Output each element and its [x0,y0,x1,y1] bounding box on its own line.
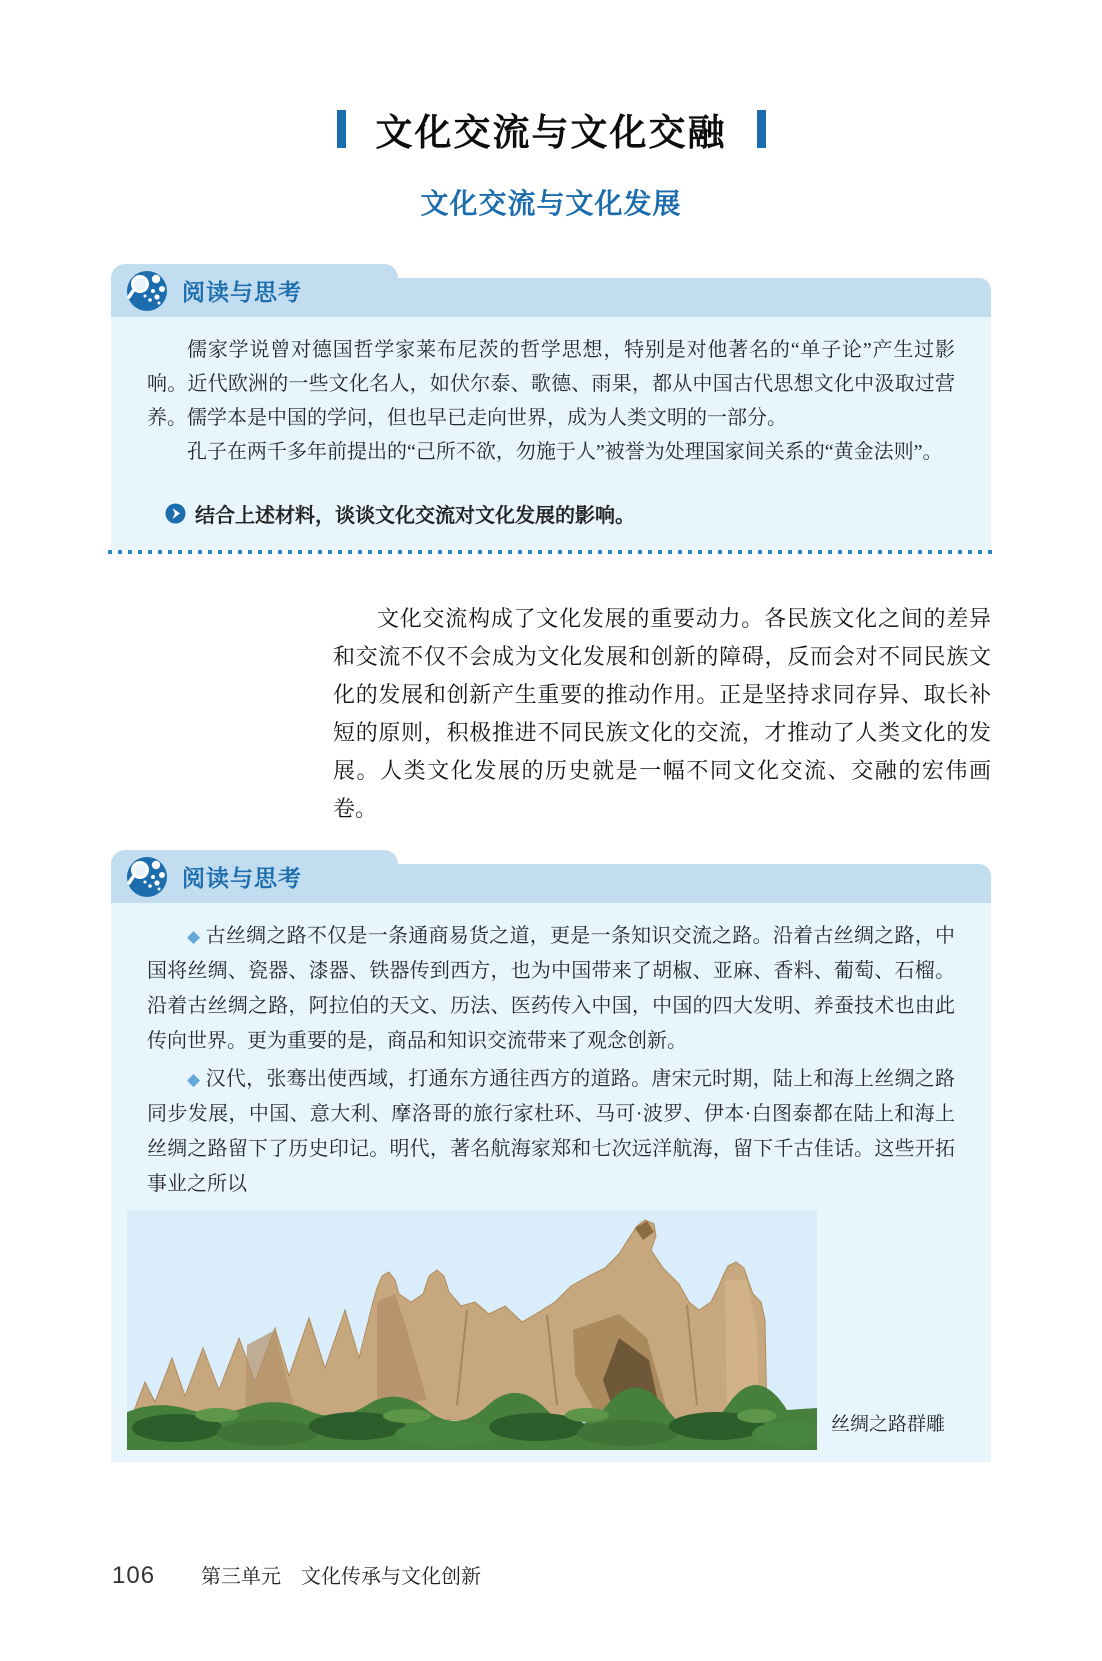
box-bottom-dotted-line [108,550,994,554]
reading-box-1-band [398,278,991,317]
reading-paragraph: 儒家学说曾对德国哲学家莱布尼茨的哲学思想，特别是对他著名的“单子论”产生过影响。近代欧洲的一些文化名人，如伏尔泰、歌德、雨果，都从中国古代思想文化中汲取过营养。儒学本是中国的学问，但也早已走向世界，成为人类文明的一部分。 [147,339,955,429]
reading-box-2-band [398,864,991,903]
silk-road-sculpture-image [127,1210,817,1450]
reading-box-1-title: 阅读与思考 [182,279,302,305]
reading-box-1-tab [111,264,398,317]
page-title-row [111,102,991,156]
main-body-text: 文化交流构成了文化发展的重要动力。各民族文化之间的差异和交流不仅不会成为文化发展和创新的障碍，反而会对不同民族文化的发展和创新产生重要的推动作用。正是坚持求同存异、取长补短的原则，积极推进不同民族文化的交流，才推动了人类文化的发展。人类文化发展的历史就是一幅不同文化交流、交融的宏伟画卷。 [333,606,991,821]
diamond-bullet-icon: ◆ [187,1070,201,1089]
arrow-right-circle-icon [165,503,186,524]
textbook-page [0,102,1102,1661]
question-row [165,499,955,528]
title-right-bar [757,110,766,148]
reading-sphere-icon [126,270,168,312]
reading-box-2-content [111,903,991,1462]
reading-box-2-tab [111,850,398,903]
reading-box-1-content [111,317,991,550]
bullet-item [147,919,955,1059]
reading-sphere-icon [126,856,168,898]
footer-unit-title: 第三单元 文化传承与文化创新 [201,1566,482,1588]
bullet-text: 古丝绸之路不仅是一条通商易货之道，更是一条知识交流之路。沿着古丝绸之路，中国将丝绸、瓷器、漆器、铁器传到西方，也为中国带来了胡椒、亚麻、香料、葡萄、石榴。沿着古丝绸之路，阿拉伯的天文、历法、医药传入中国，中国的四大发明、养蚕技术也由此传向世界。更为重要的是，商品和知识交流带来了观念创新。 [147,925,956,1052]
reading-box-1-header [111,264,991,317]
bullet-item [147,1062,955,1202]
reading-box-1 [111,264,991,554]
reading-paragraph: 孔子在两千多年前提出的“己所不欲，勿施于人”被誉为处理国家间关系的“黄金法则”。 [187,441,943,463]
page-title: 文化交流与文化交融 [375,112,727,153]
page-footer [112,1560,481,1590]
diamond-bullet-icon: ◆ [187,927,201,946]
page-subtitle: 文化交流与文化发展 [420,189,682,220]
page-number: 106 [112,1562,156,1589]
reading-box-2-header [111,850,991,903]
reading-box-2-title: 阅读与思考 [182,865,302,891]
title-left-bar [337,110,346,148]
reading-box-2 [111,850,991,1462]
question-text: 结合上述材料，谈谈文化交流对文化发展的影响。 [195,505,635,527]
bullet-text: 汉代，张骞出使西域，打通东方通往西方的道路。唐宋元时期，陆上和海上丝绸之路同步发展，中国、意大利、摩洛哥的旅行家杜环、马可·波罗、伊本·白图泰都在陆上和海上丝绸之路留下了历史印记。明代，著名航海家郑和七次远洋航海，留下千古佳话。这些开拓事业之所以 [147,1068,956,1195]
figure-row [127,1210,955,1450]
figure-caption: 丝绸之路群雕 [831,1414,946,1435]
